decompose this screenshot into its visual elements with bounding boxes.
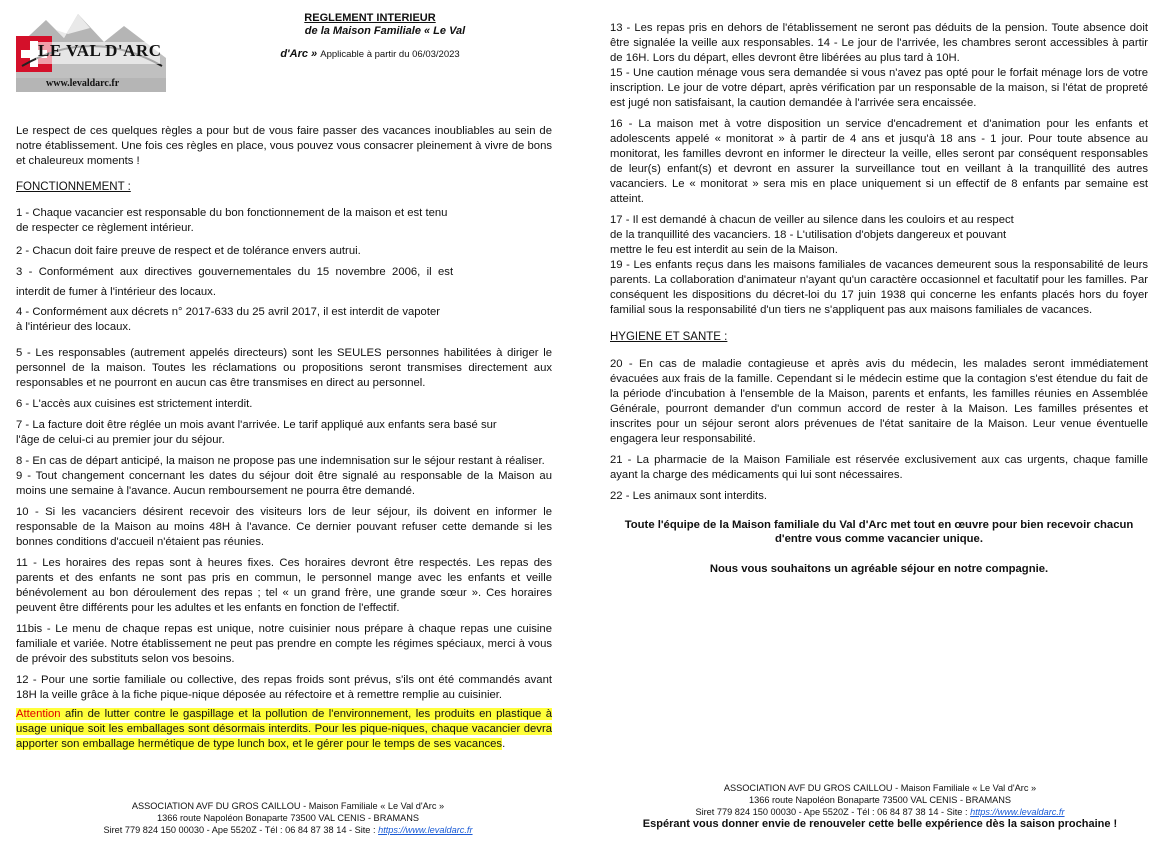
footer-left-line3: Siret 779 824 150 00030 - Ape 5520Z - Tél : 06 84 87 38 14 - Site :: [103, 825, 379, 835]
rule-4a: 4 - Conformément aux décrets n° 2017-633 du 25 avril 2017, il est interdit de vapoter: [16, 306, 440, 318]
attention-word: Attention: [16, 708, 61, 720]
rule-1a: 1 - Chaque vacancier est responsable du bon fonctionnement de la maison et est tenu: [16, 207, 448, 219]
closing-message-2: Nous vous souhaitons un agréable séjour en notre compagnie.: [709, 563, 1049, 575]
title-line3: d'Arc »: [280, 48, 318, 60]
section-hygiene: HYGIENE ET SANTE :: [610, 331, 728, 343]
document-title: [270, 12, 470, 60]
attention-notice: [16, 707, 552, 752]
rule-17a: 17 - Il est demandé à chacun de veiller au silence dans les couloirs et au respect: [610, 214, 1014, 226]
rule-13-14: 13 - Les repas pris en dehors de l'établissement ne seront pas déduits de la pension. Toute absence doit être signalée la veille aux responsables. 14 - Le jour de l'arrivée, les chambres seront accessibles à partir de 16H. Lors du départ, elles devront être libérées au plus tard à 10H.: [610, 22, 1148, 64]
title-line1: REGLEMENT INTERIEUR: [304, 12, 436, 24]
rule-3b: interdit de fumer à l'intérieur des locaux.: [16, 286, 216, 298]
rule-15: 15 - Une caution ménage vous sera demandée si vous n'avez pas opté pour le forfait ménage lors de votre inscription. Le jour de votre départ, après vérification par un responsable de la maison, si l'état de propreté est jugé non satisfaisant, la caution demandée à l'arrivée sera encaissée.: [610, 67, 1148, 109]
rule-11bis: 11bis - Le menu de chaque repas est unique, notre cuisinier nous prépare à chaque repas une cuisine familiale et variée. Notre établissement ne peut pas prendre en compte les régimes spéciaux, merci à vous de prévoir des substituts selon vos besoins.: [16, 623, 552, 665]
rule-19: 19 - Les enfants reçus dans les maisons familiales de vacances demeurent sous la responsabilité de leurs parents. La collaboration d'animateur n'ayant qu'un caractère occasionnel et facultatif pour les familles. Par conséquent les dispositions du décret-loi du 17 juin 1938 qui concerne les enfants placés hors du foyer familial sous la responsabilité d'un tiers ne s'appliquent pas aux maisons familiales de vacances.: [610, 259, 1148, 316]
footer-left: [40, 800, 536, 836]
rule-3a: 3 - Conformément aux directives gouvernementales du 15 novembre 2006, il est: [16, 266, 454, 278]
rule-7a: 7 - La facture doit être réglée un mois avant l'arrivée. Le tarif appliqué aux enfants sera basé sur: [16, 419, 497, 431]
rule-7b: l'âge de celui-ci au premier jour du séjour.: [16, 434, 225, 446]
rule-11: 11 - Les horaires des repas sont à heures fixes. Ces horaires devront être respectés. Les repas des parents et des enfants ne sont pas pris en commun, le personnel mange avec les enfants et veille bénévolement au bon déroulement des repas ; tel « un grand frère, une grande sœur ». Ces horaires peuvent être différents pour les adultes et les enfants en fonction de l'effectif.: [16, 557, 552, 614]
rule-17b: de la tranquillité des vacanciers. 18 - L'utilisation d'objets dangereux et pouvant: [610, 229, 1007, 241]
rule-10: 10 - Si les vacanciers désirent recevoir des visiteurs lors de leur séjour, ils doivent en informer le responsable de la Maison au moins 48H à l'avance. Ce dernier pouvant refuser cette demande si les bonnes conditions d'accueil n'étaient pas réunies.: [16, 506, 552, 548]
closing-message-1: Toute l'équipe de la Maison familiale du Val d'Arc met tout en œuvre pour bien recevoir chacun d'entre vous comme vacancier unique.: [624, 519, 1134, 545]
rule-2: 2 - Chacun doit faire preuve de respect et de tolérance envers autrui.: [16, 245, 361, 257]
logo: [16, 8, 166, 92]
footer-right-site-link[interactable]: https://www.levaldarc.fr: [970, 807, 1065, 817]
section-fonctionnement: FONCTIONNEMENT :: [16, 181, 131, 193]
right-column: [610, 21, 1148, 576]
rule-4b: à l'intérieur des locaux.: [16, 321, 132, 333]
logo-name: LE VAL D'ARC: [38, 41, 162, 60]
attention-text: afin de lutter contre le gaspillage et la pollution de l'environnement, les produits en plastique à usage unique soit les emballages sont désormais interdits. Pour les pique-niques, chaque vacancier devra apporter son emballage hermétique de type lunch box, et le gérer pour le temps de ses vacances: [16, 708, 552, 750]
logo-url: www.levaldarc.fr: [46, 78, 120, 89]
footer-left-line1: ASSOCIATION AVF DU GROS CAILLOU - Maison Familiale « Le Val d'Arc »: [131, 801, 445, 811]
footer-right-line3: Siret 779 824 150 00030 - Ape 5520Z - Tél : 06 84 87 38 14 - Site :: [695, 807, 971, 817]
rule-6: 6 - L'accès aux cuisines est strictement interdit.: [16, 398, 253, 410]
footer-closing: Espérant vous donner envie de renouveler cette belle expérience dès la saison prochaine !: [642, 818, 1118, 830]
left-column: [16, 124, 552, 752]
intro: Le respect de ces quelques règles a pour but de vous faire passer des vacances inoubliables au sein de notre établissement. Une fois ces règles en place, vous pouvez vous consacrer pleinement à vivre de bons et chaleureux moments !: [16, 125, 552, 167]
footer-right-line1: ASSOCIATION AVF DU GROS CAILLOU - Maison Familiale « Le Val d'Arc »: [723, 783, 1037, 793]
footer-right: [620, 782, 1140, 830]
footer-right-line2: 1366 route Napoléon Bonaparte 73500 VAL CENIS - BRAMANS: [749, 795, 1011, 805]
rule-5: 5 - Les responsables (autrement appelés directeurs) sont les SEULES personnes habilitées à diriger le personnel de la maison. Toutes les réclamations ou propositions seront transmises directement aux responsables et ne pourront en aucun cas être transmises en direct au personnel.: [16, 347, 552, 389]
applicable-date: Applicable à partir du 06/03/2023: [320, 49, 460, 60]
rule-22: 22 - Les animaux sont interdits.: [610, 490, 767, 502]
rule-1b: de respecter ce règlement intérieur.: [16, 222, 194, 234]
rule-17c: mettre le feu est interdit au sein de la Maison.: [610, 244, 838, 256]
rule-9: 9 - Tout changement concernant les dates du séjour doit être signalé au responsable de la Maison au moins une semaine à l'avance. Aucun remboursement ne pourra être demandé.: [16, 470, 552, 497]
rule-8: 8 - En cas de départ anticipé, la maison ne propose pas une indemnisation sur le séjour restant à réaliser.: [16, 455, 545, 467]
rule-20: 20 - En cas de maladie contagieuse et après avis du médecin, les malades seront immédiatement évacuées aux frais de la famille. Cependant si le médecin estime que la contagion s'est étendue du fait de la période d'incubation à l'ensemble de la Maison, parents et enfants, les familles réunies en Assemblée Générale, pourront demander d'un commun accord de rester à la Maison. Les familles présentes et inscrites pour un séjour seront alors prévenues de l'état sanitaire de la Maison. Leur venue éventuelle engagera leur responsabilité.: [610, 358, 1148, 445]
rule-21: 21 - La pharmacie de la Maison Familiale est réservée exclusivement aux cas urgents, chaque famille ayant la charge des médicaments qui lui sont nécessaires.: [610, 454, 1148, 481]
footer-left-site-link[interactable]: https://www.levaldarc.fr: [378, 825, 473, 835]
rule-16: 16 - La maison met à votre disposition un service d'encadrement et d'animation pour les enfants et adolescents appelé « monitorat » à partir de 4 ans et jusqu'à 18 ans - 1 jour. Pour toute absence au monitorat, les familles devront en informer le directeur la veille, elles seront par conséquent responsables de leur(s) enfant(s) et devront en assurer la surveillance tout en veillant à la tranquillité des autres vacanciers. Le « monitorat » sera mis en place uniquement si un effectif de 8 enfants par semaine est atteint.: [610, 118, 1148, 205]
rule-12: 12 - Pour une sortie familiale ou collective, des repas froids sont prévus, s'ils ont été commandés avant 18H la veille grâce à la fiche pique-nique déposée au réfectoire et à remettre remplie au cuisinier.: [16, 674, 552, 701]
attention-end: .: [502, 738, 506, 750]
title-line2: de la Maison Familiale « Le Val: [304, 25, 466, 37]
footer-left-line2: 1366 route Napoléon Bonaparte 73500 VAL CENIS - BRAMANS: [157, 813, 419, 823]
